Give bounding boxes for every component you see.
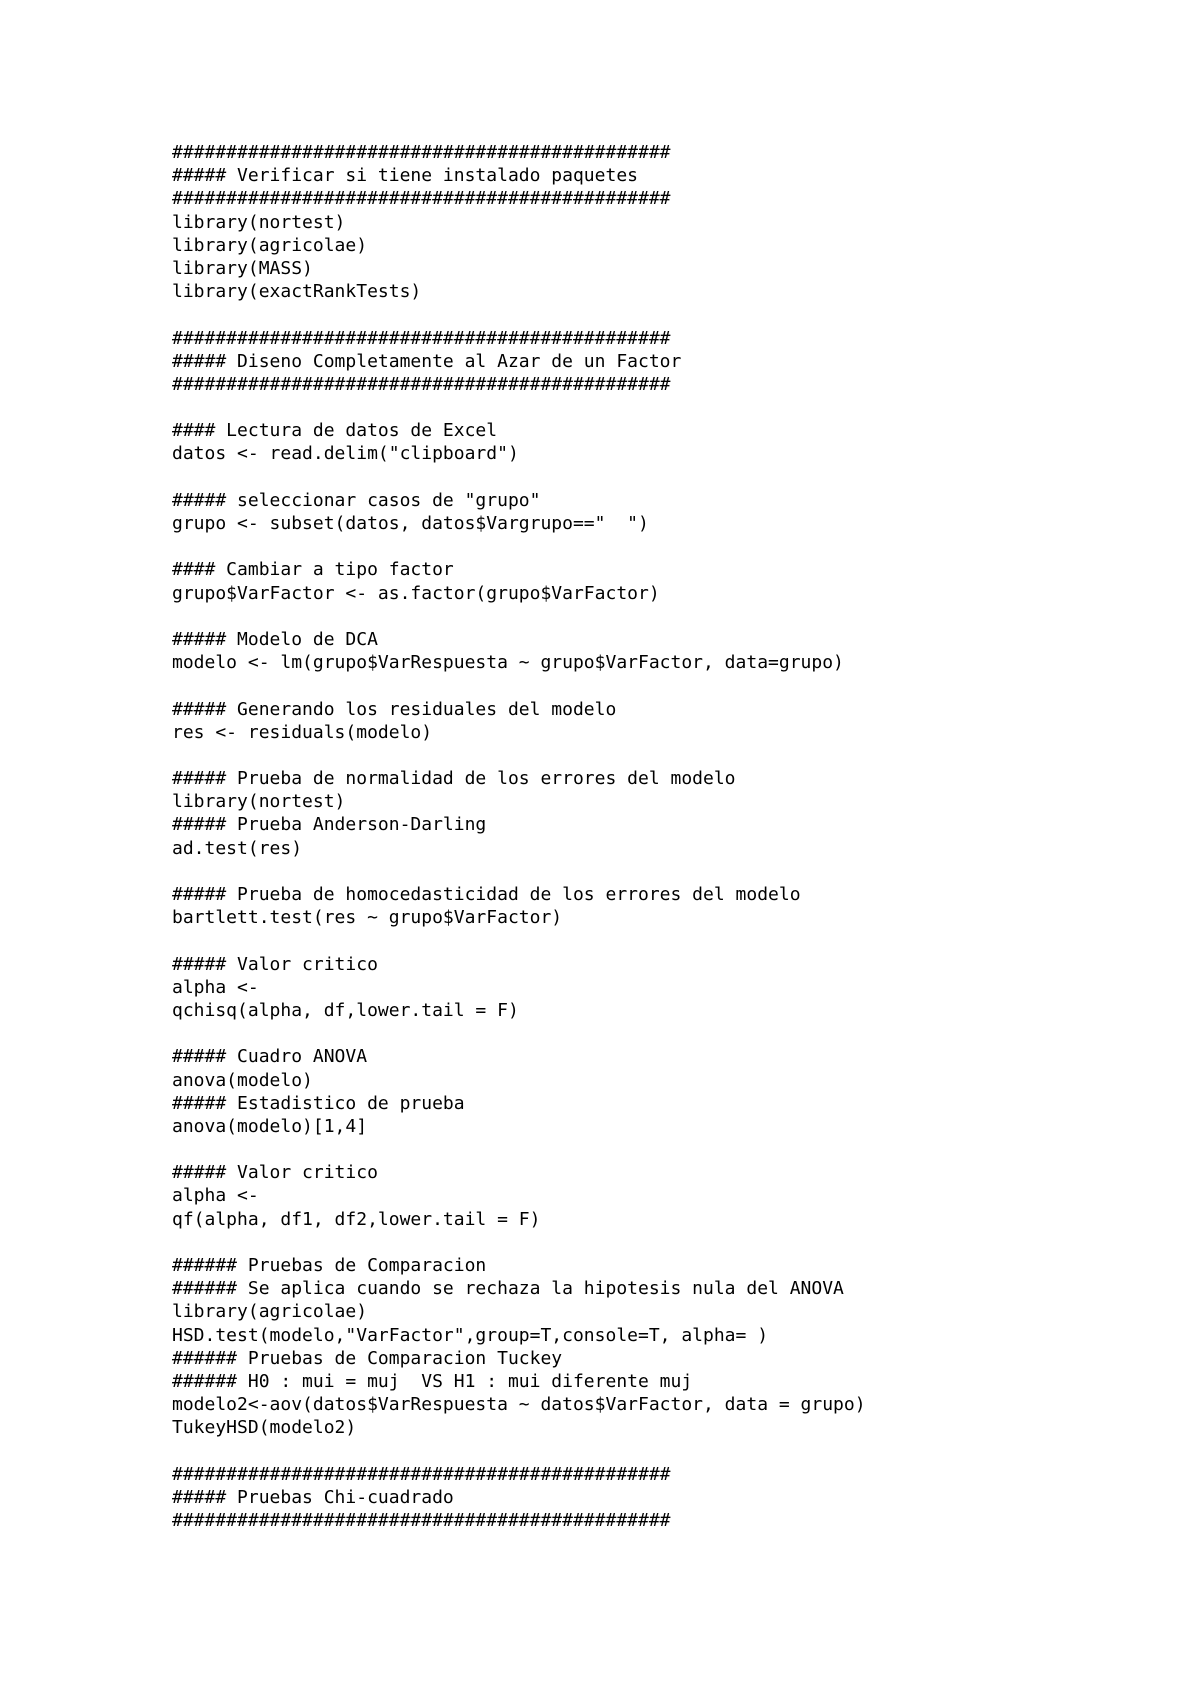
blank-line	[172, 303, 1172, 326]
code-line: qchisq(alpha, df,lower.tail = F)	[172, 999, 519, 1021]
code-line: modelo <- lm(grupo$VarRespuesta ~ grupo$VarFactor, data=grupo)	[172, 652, 844, 674]
blank-line	[172, 605, 1172, 628]
code-comment-line: ##### Modelo de DCA	[172, 628, 378, 650]
blank-line	[172, 860, 1172, 883]
code-comment-line: ###### Pruebas de Comparacion Tuckey	[172, 1347, 563, 1369]
r-script-listing	[172, 141, 1172, 1532]
code-line: HSD.test(modelo,"VarFactor",group=T,console=T, alpha= )	[172, 1324, 769, 1346]
code-comment-line: ##############################################	[172, 1463, 671, 1485]
code-comment-line: ##############################################	[172, 327, 671, 349]
blank-line	[172, 1022, 1172, 1045]
code-line: ad.test(res)	[172, 837, 303, 859]
code-line: library(MASS)	[172, 257, 313, 279]
blank-line	[172, 1440, 1172, 1463]
code-line: bartlett.test(res ~ grupo$VarFactor)	[172, 907, 563, 929]
code-line: modelo2<-aov(datos$VarRespuesta ~ datos$VarFactor, data = grupo)	[172, 1394, 866, 1416]
blank-line	[172, 929, 1172, 952]
code-comment-line: ##############################################	[172, 1510, 671, 1532]
code-line: res <- residuals(modelo)	[172, 721, 433, 743]
code-line: qf(alpha, df1, df2,lower.tail = F)	[172, 1208, 541, 1230]
code-comment-line: ##### Estadistico de prueba	[172, 1092, 465, 1114]
code-line: datos <- read.delim("clipboard")	[172, 443, 519, 465]
code-line: library(nortest)	[172, 791, 346, 813]
code-comment-line: ##### Prueba Anderson-Darling	[172, 814, 487, 836]
code-comment-line: ##### Prueba de homocedasticidad de los errores del modelo	[172, 884, 801, 905]
code-comment-line: ##### seleccionar casos de "grupo"	[172, 489, 541, 511]
code-line: grupo <- subset(datos, datos$Vargrupo==" ")	[172, 513, 649, 534]
code-line: grupo$VarFactor <- as.factor(grupo$VarFactor)	[172, 582, 660, 604]
code-line: TukeyHSD(modelo2)	[172, 1417, 357, 1439]
code-comment-line: ###### Se aplica cuando se rechaza la hipotesis nula del ANOVA	[172, 1278, 844, 1300]
code-line: library(exactRankTests)	[172, 281, 422, 303]
code-line: alpha <-	[172, 976, 259, 998]
code-comment-line: ###### Pruebas de Comparacion	[172, 1255, 487, 1276]
code-comment-line: ##############################################	[172, 373, 671, 395]
blank-line	[172, 1138, 1172, 1161]
code-comment-line: ##### Diseno Completamente al Azar de un Factor	[172, 350, 682, 372]
code-comment-line: ##### Cuadro ANOVA	[172, 1046, 368, 1068]
blank-line	[172, 674, 1172, 697]
code-line: anova(modelo)	[172, 1069, 313, 1091]
code-comment-line: ##### Pruebas Chi-cuadrado	[172, 1486, 454, 1508]
blank-line	[172, 1231, 1172, 1254]
code-line: alpha <-	[172, 1185, 259, 1207]
blank-line	[172, 396, 1172, 419]
code-comment-line: ##############################################	[172, 142, 671, 163]
code-comment-line: #### Cambiar a tipo factor	[172, 559, 454, 581]
blank-line	[172, 535, 1172, 558]
code-comment-line: #### Lectura de datos de Excel	[172, 420, 498, 442]
code-comment-line: ###### H0 : mui = muj VS H1 : mui diferente muj	[172, 1370, 693, 1392]
blank-line	[172, 744, 1172, 767]
code-comment-line: ##### Verificar si tiene instalado paquetes	[172, 165, 638, 187]
code-comment-line: ##### Generando los residuales del modelo	[172, 698, 617, 720]
code-comment-line: ##### Valor critico	[172, 1162, 378, 1184]
code-comment-line: ##############################################	[172, 188, 671, 210]
code-line: library(agricolae)	[172, 234, 368, 256]
code-line: anova(modelo)[1,4]	[172, 1115, 368, 1137]
code-comment-line: ##### Valor critico	[172, 953, 378, 975]
code-line: library(agricolae)	[172, 1301, 368, 1323]
code-line: library(nortest)	[172, 211, 346, 233]
blank-line	[172, 466, 1172, 489]
code-comment-line: ##### Prueba de normalidad de los errores del modelo	[172, 768, 736, 790]
